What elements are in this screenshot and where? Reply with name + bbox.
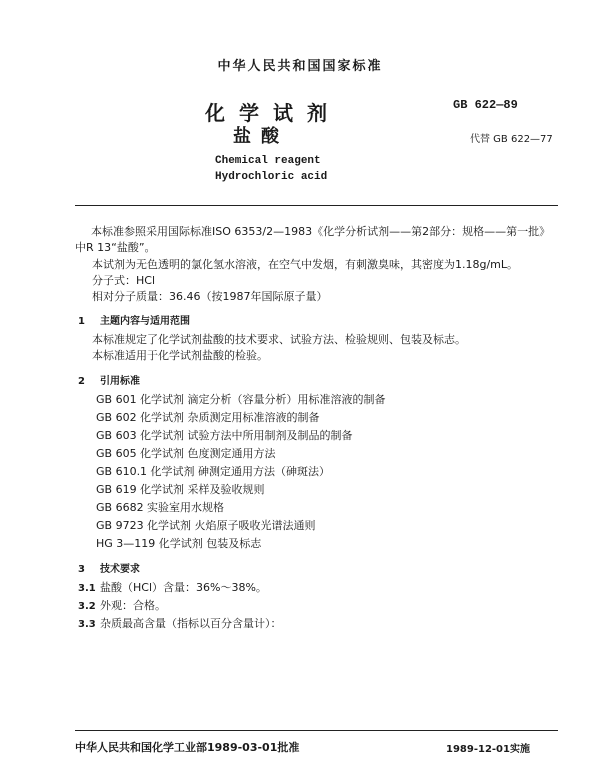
molecular-formula: 分子式：HCl (92, 274, 156, 287)
intro-paragraph-1: 本标准参照采用国际标准ISO 6353/2—1983《化学分析试剂——第2部分：规格——第一批》中R 13“盐酸”。 (75, 225, 551, 254)
reference-item: GB 619 化学试剂 采样及验收规则 (96, 483, 265, 496)
document-title-en: Chemical reagent (215, 155, 321, 167)
approval-statement: 中华人民共和国化学工业部1989-03-01批准 (75, 741, 300, 754)
clause-3-1 (78, 580, 267, 597)
section-number: 3 (78, 564, 85, 575)
section-number: 1 (78, 316, 85, 327)
header-divider (75, 205, 558, 206)
section-1-heading (78, 312, 190, 327)
clause-number: 3.1 (78, 583, 96, 594)
document-subtitle-cn: 盐酸 (233, 126, 289, 147)
reference-item: GB 603 化学试剂 试验方法中所用制剂及制品的制备 (96, 429, 353, 442)
reference-item: GB 610.1 化学试剂 砷测定通用方法（砷斑法） (96, 465, 331, 478)
section-1-paragraph-2: 本标准适用于化学试剂盐酸的检验。 (92, 349, 268, 362)
clause-number: 3.3 (78, 619, 96, 630)
intro-paragraph-2: 本试剂为无色透明的氯化氢水溶液，在空气中发烟，有刺激臭味，其密度为1.18g/mL。 (92, 258, 519, 271)
reference-item: GB 605 化学试剂 色度测定通用方法 (96, 447, 276, 460)
document-subtitle-en: Hydrochloric acid (215, 171, 328, 183)
clause-text: 杂质最高含量（指标以百分含量计）： (100, 617, 282, 630)
standard-code: GB 622—89 (453, 98, 518, 112)
molecular-weight: 相对分子质量：36.46（按1987年国际原子量） (92, 290, 328, 303)
reference-item: GB 602 化学试剂 杂质测定用标准溶液的制备 (96, 411, 320, 424)
reference-item: GB 601 化学试剂 滴定分析（容量分析）用标准溶液的制备 (96, 393, 386, 406)
reference-item: GB 9723 化学试剂 火焰原子吸收光谱法通则 (96, 519, 316, 532)
standard-org-header: 中华人民共和国国家标准 (217, 59, 383, 74)
clause-text: 外观：合格。 (100, 599, 166, 612)
section-title: 引用标准 (100, 376, 140, 387)
reference-item: HG 3—119 化学试剂 包装及标志 (96, 537, 262, 550)
clause-text: 盐酸（HCl）含量：36%～38%。 (100, 581, 267, 594)
effective-date: 1989-12-01实施 (446, 744, 530, 755)
section-number: 2 (78, 376, 85, 387)
section-3-heading (78, 560, 140, 575)
reference-item: GB 6682 实验室用水规格 (96, 501, 225, 514)
clause-number: 3.2 (78, 601, 96, 612)
footer-divider (75, 730, 558, 731)
section-title: 主题内容与适用范围 (100, 316, 190, 327)
clause-3-2 (78, 598, 166, 615)
section-1-paragraph-1: 本标准规定了化学试剂盐酸的技术要求、试验方法、检验规则、包装及标志。 (92, 333, 466, 346)
clause-3-3 (78, 616, 282, 633)
section-title: 技术要求 (100, 564, 140, 575)
replaces-standard: 代替 GB 622—77 (470, 134, 553, 145)
document-title-cn: 化学试剂 (205, 101, 341, 125)
section-2-heading (78, 372, 140, 387)
